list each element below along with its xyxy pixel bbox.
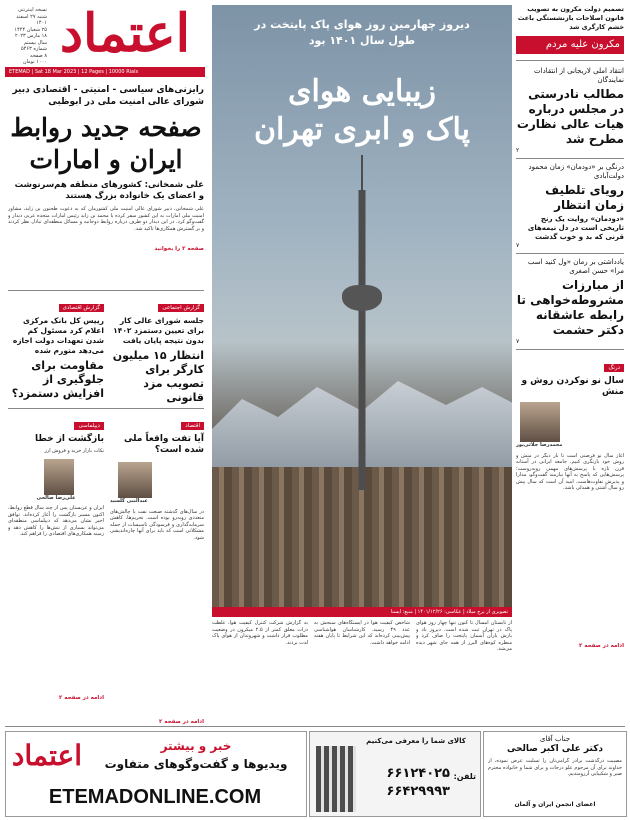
ad1-line1: خبر و بیشتر [160, 739, 232, 753]
story2-page: ۷ [516, 242, 520, 249]
ad-logo: اعتماد [11, 739, 82, 772]
footer-ads [5, 726, 625, 817]
right-column [516, 5, 624, 725]
masthead-logo: اعتماد [59, 3, 191, 64]
macron-tag[interactable]: مکرون علیه مردم [516, 36, 624, 54]
hero-body-col: شاخص کیفیت هوا در ایستگاه‌های سنجش به عدد ۴۹ رسید. کارشناسان هواشناسی پیش‌بینی کرده‌اند که این شرایط تا پایان هفته ادامه خواهد داشت. [314, 620, 410, 646]
economy-kicker[interactable]: رییس کل بانک مرکزی اعلام کرد مسئول کم شدن تعهدات دولت اجازه می‌دهد متورم شده [12, 316, 104, 355]
economy-column-body: در سال‌های گذشته صنعت نفت با چالش‌های متعددی روبه‌رو بوده است. تحریم‌ها، کاهش سرمایه‌گذاری و فرسودگی تاسیسات از جمله مشکلاتی است که باید برای آنها چاره‌اندیشی شود. [110, 508, 204, 541]
lead-sub[interactable]: علی شمخانی: کشورهای منطقه هم‌سرنوشت و اعضای یک خانواده بزرگ هستند [14, 180, 204, 201]
ad-etemad-online[interactable] [5, 731, 307, 817]
section-tag-diplomacy: دیپلماسی [74, 422, 104, 430]
story4-headline[interactable]: سال نو نوکردن روش و منش [521, 376, 624, 397]
masthead-strip [5, 67, 205, 77]
info-line: سال بیستم [23, 39, 47, 46]
story1-kicker: انتقاد املی لاریجانی از انتقادات نمایندگان [534, 67, 624, 84]
hero-body [212, 620, 512, 720]
masthead-info [7, 7, 47, 66]
social-story [110, 294, 204, 406]
diplomacy-byline: نکات بازار خرید و فروش ارز [44, 448, 104, 454]
story2-kicker: درنگی بر «دودمان» زمان محمود دولت‌آبادی [528, 163, 624, 180]
economy-story [8, 294, 104, 406]
story2-headline[interactable]: رویای تلطیف زمان انتظار [545, 183, 624, 212]
info-line: نسخه اینترنتی [18, 7, 47, 13]
info-line: ۲۵ شعبان ۱۴۴۴ [14, 26, 47, 33]
story4-more-link[interactable]: ادامه در صفحه ۲ [579, 642, 624, 649]
info-line: شنبه ۲۷ اسفند ۱۴۰۱ [16, 13, 47, 26]
social-kicker[interactable]: جلسه شورای عالی کار برای تعیین دستمزد ۱۴۰۲ بدون نتیجه پایان یافت [113, 316, 204, 345]
ad2-tel-label: تلفن: [453, 772, 476, 781]
hero-body-col: به گزارش شرکت کنترل کیفیت هوا، غلظت ذرات معلق کمتر از ۲.۵ میکرون در وضعیت مطلوب قرار داشت و شهروندان از هوای پاک لذت بردند. [212, 620, 308, 646]
story4-author: محمدرضا جلائی‌پور [516, 442, 563, 448]
info-line: ۸ صفحه [30, 52, 47, 59]
economy-column-more-link[interactable]: ادامه در صفحه ۲ [159, 718, 204, 725]
story3-kicker: یادداشتی بر رمان «ول کنید اسب مرا» حسن اصغری [527, 258, 624, 275]
info-line: شماره ۵۴۶۳ [21, 46, 47, 52]
ad-condolence[interactable] [483, 731, 627, 817]
masthead-strip-text: ETEMAD | Sat 18 Mar 2023 | 12 Pages | 10000 Rials [9, 69, 139, 75]
section-tag-social: گزارش اجتماعی [158, 304, 204, 312]
ad2-title: کالای شما را معرفی می‌کنیم [366, 737, 466, 745]
story2-sub: «دودمان» روایت یک رنج تاریخی است در دل نیمه‌های قرنی که بد و خوب گذشت [527, 215, 624, 241]
ad3-sign: اعضای انجمن ایران و آلمان [514, 801, 596, 808]
hero-title-2: پاک و ابری تهران [254, 112, 470, 147]
author-photo [118, 462, 152, 498]
hero-body-col: از تابستان امسال تا کنون تنها چهار روز هوای پاک در تهران ثبت شده است. دیروز باد و بارش باران آسمان پایتخت را صاف کرد و منظره کوه‌های البرز از همه جای شهر دیده می‌شد. [416, 620, 512, 653]
info-line: ۱۸ مارس ۲۰۲۳ [14, 33, 47, 39]
ad2-phone2[interactable]: ۶۶۴۲۹۹۹۳ [386, 784, 450, 799]
ad3-title: جناب آقای [539, 735, 571, 743]
ad2-phone1[interactable]: ۶۶۱۲۴۰۲۵ [386, 766, 450, 781]
section-tag-economy: گزارش اقتصادی [59, 304, 104, 312]
story3-page: ۷ [516, 338, 520, 345]
lead-more-link[interactable]: صفحه ۲ را بخوانید [154, 246, 204, 252]
macron-note[interactable]: تصمیم دولت مکرون به تصویب قانون اصلاحات بازنشستگی باعث خشم کارگری شد [517, 5, 624, 31]
diplomacy-headline[interactable]: بازگشت از خطا [34, 434, 104, 444]
ad-product-intro[interactable] [309, 731, 481, 817]
info-line: ۱۰۰۰ تومان [22, 59, 47, 65]
milad-tower-pod [342, 285, 382, 311]
lead-story [8, 84, 204, 292]
diplomacy-body: ایران و عربستان پس از چند سال قطع روابط، اکنون مسیر بازگشت را آغاز کرده‌اند. توافق اخیر نشان می‌دهد که دیپلماسی منطقه‌ای می‌تواند بسیاری از تنش‌ها را کاهش دهد و زمینه همکاری‌های اقتصادی را فراهم کند. [8, 505, 104, 538]
diplomacy-author: علی‌رضا صالحی [36, 494, 76, 501]
story1-headline[interactable]: مطالب نادرستی در مجلس درباره هیات عالی نظارت مطرح شد [516, 87, 624, 146]
ad1-line2: ویدیوها و گفت‌وگوهای متفاوت [104, 757, 288, 771]
economy-column-headline[interactable]: آیا تفت واقعاً ملی شده است؟ [123, 434, 204, 455]
lead-headline[interactable]: صفحه جدید روابط ایران و امارات [10, 113, 202, 174]
hero-photo[interactable] [212, 5, 512, 617]
story3-headline[interactable]: از مبارزات مشروطه‌خواهی تا رابطه عاشقانه دکتر حشمت [516, 278, 624, 337]
masthead [5, 5, 205, 85]
author-photo [44, 459, 74, 495]
diplomacy-more-link[interactable]: ادامه در صفحه ۲ [59, 695, 104, 701]
ad3-body: مصیبت درگذشت برادر گرامی‌تان را تسلیت عرض نموده، از خداوند برای آن مرحوم علو درجات و برای شما و خانواده محترم صبر و شکیبایی آرزومندیم. [488, 758, 622, 777]
ad3-name: دکتر علی اکبر صالحی [506, 744, 604, 754]
milad-tower-shaft [359, 190, 366, 490]
divider [8, 408, 204, 409]
divider [516, 349, 624, 350]
section-tag-derang: درنگ [604, 364, 624, 372]
economy-column [110, 412, 204, 724]
divider [8, 290, 204, 291]
divider [516, 60, 624, 61]
economy-column-author: عبدالنبی گلسید [110, 498, 148, 504]
social-headline[interactable]: انتظار ۱۵ میلیون کارگر برای تصویب مزد قانونی [112, 349, 204, 404]
hero-title-1: زیبایی هوای [288, 74, 436, 109]
lead-kicker[interactable]: رایزنی‌های سیاسی - امنیتی - اقتصادی دبیر شورای عالی امنیت ملی در ابوظبی [12, 85, 204, 107]
ad1-url[interactable]: ETEMADONLINE.COM [48, 786, 262, 808]
milad-tower-antenna [361, 155, 363, 195]
hero-caption [212, 607, 512, 617]
author-photo [520, 402, 560, 442]
story4-body: آغاز سال نو فرصتی است تا بار دیگر در منش و روش خود بازنگری کنیم. جامعه ایرانی در آستانه قرن تازه با پرسش‌های مهمی روبه‌روست؛ پرسش‌هایی که پاسخ به آنها نیازمند گفت‌وگو، مدارا و پذیرش تفاوت‌هاست. امید آن است که سال پیش رو سال آشتی و همدلی باشد. [516, 452, 624, 492]
diplomacy-column [8, 412, 104, 724]
story1-page: ۲ [516, 147, 520, 154]
hero-caption-text: تصویری از برج میلاد | عکاسی: ۱۴۰۱/۱۲/۲۶ | منبع: ایسنا [390, 609, 508, 615]
economy-headline[interactable]: مقاومت برای جلوگیری از افزایش دستمزد؟ [11, 359, 104, 400]
section-tag-economy-column: اقتصاد [181, 422, 204, 430]
divider [516, 158, 624, 159]
divider [516, 253, 624, 254]
lead-body: علی شمخانی، دبیر شورای عالی امنیت ملی کشورمان که به دعوت طحنون بن زاید، مشاور امنیت ملی امارات به این کشور سفر کرده با محمد بن زاید رئیس امارات متحده عربی دیدار و گفت‌وگو کرد. در این دیدار دو طرف درباره روابط دوجانبه و مسائل منطقه‌ای تبادل نظر کردند و بر گسترش همکاری‌ها تاکید شد. [8, 206, 204, 232]
hero-kicker: دیروز چهارمین روز هوای پاک پایتخت در طول سال ۱۴۰۱ بود [254, 18, 470, 47]
ad2-people [316, 746, 356, 812]
